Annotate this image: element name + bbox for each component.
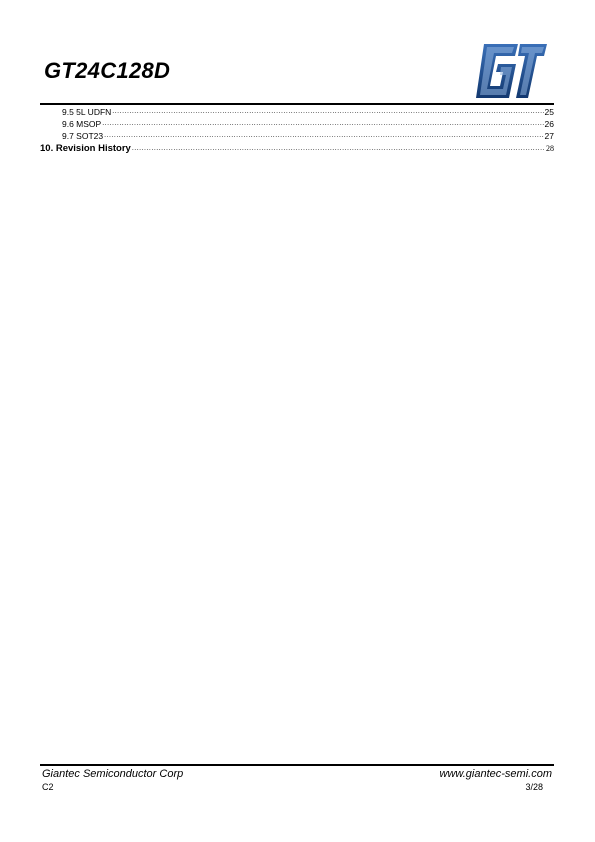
footer-revision: C2 (42, 782, 54, 792)
toc-entry[interactable] (40, 106, 554, 118)
toc-entry[interactable] (40, 130, 554, 142)
toc-entry-page[interactable]: 28 (546, 144, 554, 153)
header-divider (40, 103, 554, 105)
toc-entry-label[interactable]: 9.6 MSOP (62, 119, 102, 129)
toc-leader-dots (102, 118, 543, 130)
toc-entry-label[interactable]: 9.7 SOT23 (62, 131, 104, 141)
toc-entry[interactable] (40, 142, 554, 155)
toc-leader-dots (112, 106, 543, 118)
footer-url-link[interactable]: www.giantec-semi.com (439, 768, 552, 780)
toc-entry-page[interactable]: 25 (544, 107, 554, 117)
toc-leader-dots (104, 130, 543, 142)
toc-entry-label[interactable]: 10. Revision History (40, 143, 131, 154)
footer-page-number: 3/28 (525, 782, 543, 792)
toc-entry[interactable] (40, 118, 554, 130)
toc-leader-dots (132, 142, 545, 155)
giantec-logo-icon (474, 42, 548, 102)
footer-company: Giantec Semiconductor Corp (42, 768, 184, 780)
toc-entry-page[interactable]: 27 (544, 131, 554, 141)
table-of-contents (40, 106, 554, 155)
toc-entry-label[interactable]: 9.5 5L UDFN (62, 107, 112, 117)
document-title: GT24C128D (44, 58, 171, 83)
footer-divider (40, 764, 554, 766)
toc-entry-page[interactable]: 26 (544, 119, 554, 129)
